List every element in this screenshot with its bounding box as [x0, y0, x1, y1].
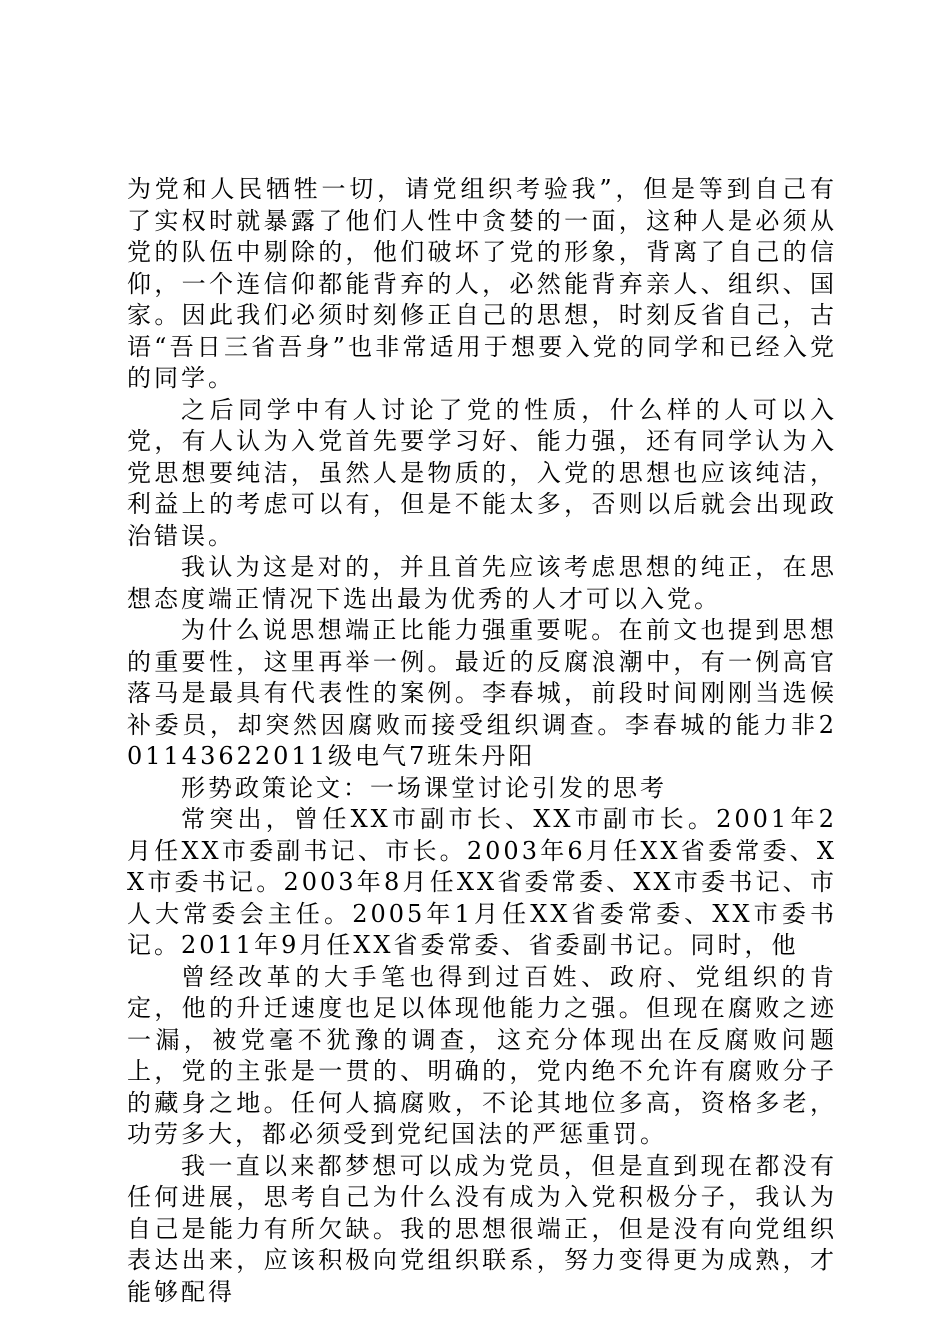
paragraph-6: 常突出，曾任XX市副市长、XX市副市长。2001年2月任XX市委副书记、市长。2003年6月任XX省委常委、XX市委书记。2003年8月任XX省委常委、XX市委书记、市人大常委会主任。2005年1月任XX省委常委、XX市委书记。2011年9月任XX省委常委、省委副书记。同时，他 [127, 805, 837, 959]
paragraph-7: 曾经改革的大手笔也得到过百姓、政府、党组织的肯定，他的升迁速度也足以体现他能力之强。但现在腐败之迹一漏，被党毫不犹豫的调查，这充分体现出在反腐败问题上，党的主张是一贯的、明确的，党内绝不允许有腐败分子的藏身之地。任何人搞腐败，不论其地位多高，资格多老，功劳多大，都必须受到党纪国法的严惩重罚。 [127, 962, 837, 1148]
paragraph-2: 之后同学中有人讨论了党的性质，什么样的人可以入党，有人认为入党首先要学习好、能力强，还有同学认为入党思想要纯洁，虽然人是物质的，入党的思想也应该纯洁，利益上的考虑可以有，但是不能太多，否则以后就会出现政治错误。 [127, 395, 837, 550]
paragraph-4: 为什么说思想端正比能力强重要呢。在前文也提到思想的重要性，这里再举一例。最近的反腐浪潮中，有一例高官落马是最具有代表性的案例。李春城，前段时间刚刚当选候补委员，却突然因腐败而接受组织调查。李春城的能力非201143622011级电气7班朱丹阳 [127, 616, 837, 770]
essay-title-line: 形势政策论文：一场课堂讨论引发的思考 [181, 773, 667, 802]
paragraph-3: 我认为这是对的，并且首先应该考虑思想的纯正，在思想态度端正情况下选出最为优秀的人才可以入党。 [127, 553, 837, 613]
paragraph-1: 为党和人民牺牲一切，请党组织考验我”，但是等到自己有了实权时就暴露了他们人性中贪婪的一面，这种人是必须从党的队伍中剔除的，他们破坏了党的形象，背离了自己的信仰，一个连信仰都能背弃的人，必然能背弃亲人、组织、国家。因此我们必须时刻修正自己的思想，时刻反省自己，古语“吾日三省吾身”也非常适用于想要入党的同学和已经入党的同学。 [127, 175, 837, 392]
document-body [127, 174, 837, 1308]
paragraph-8: 我一直以来都梦想可以成为党员，但是直到现在都没有任何进展，思考自己为什么没有成为入党积极分子，我认为自己是能力有所欠缺。我的思想很端正，但是没有向党组织表达出来，应该积极向党组织联系，努力变得更为成熟，才能够配得 [127, 1151, 837, 1306]
